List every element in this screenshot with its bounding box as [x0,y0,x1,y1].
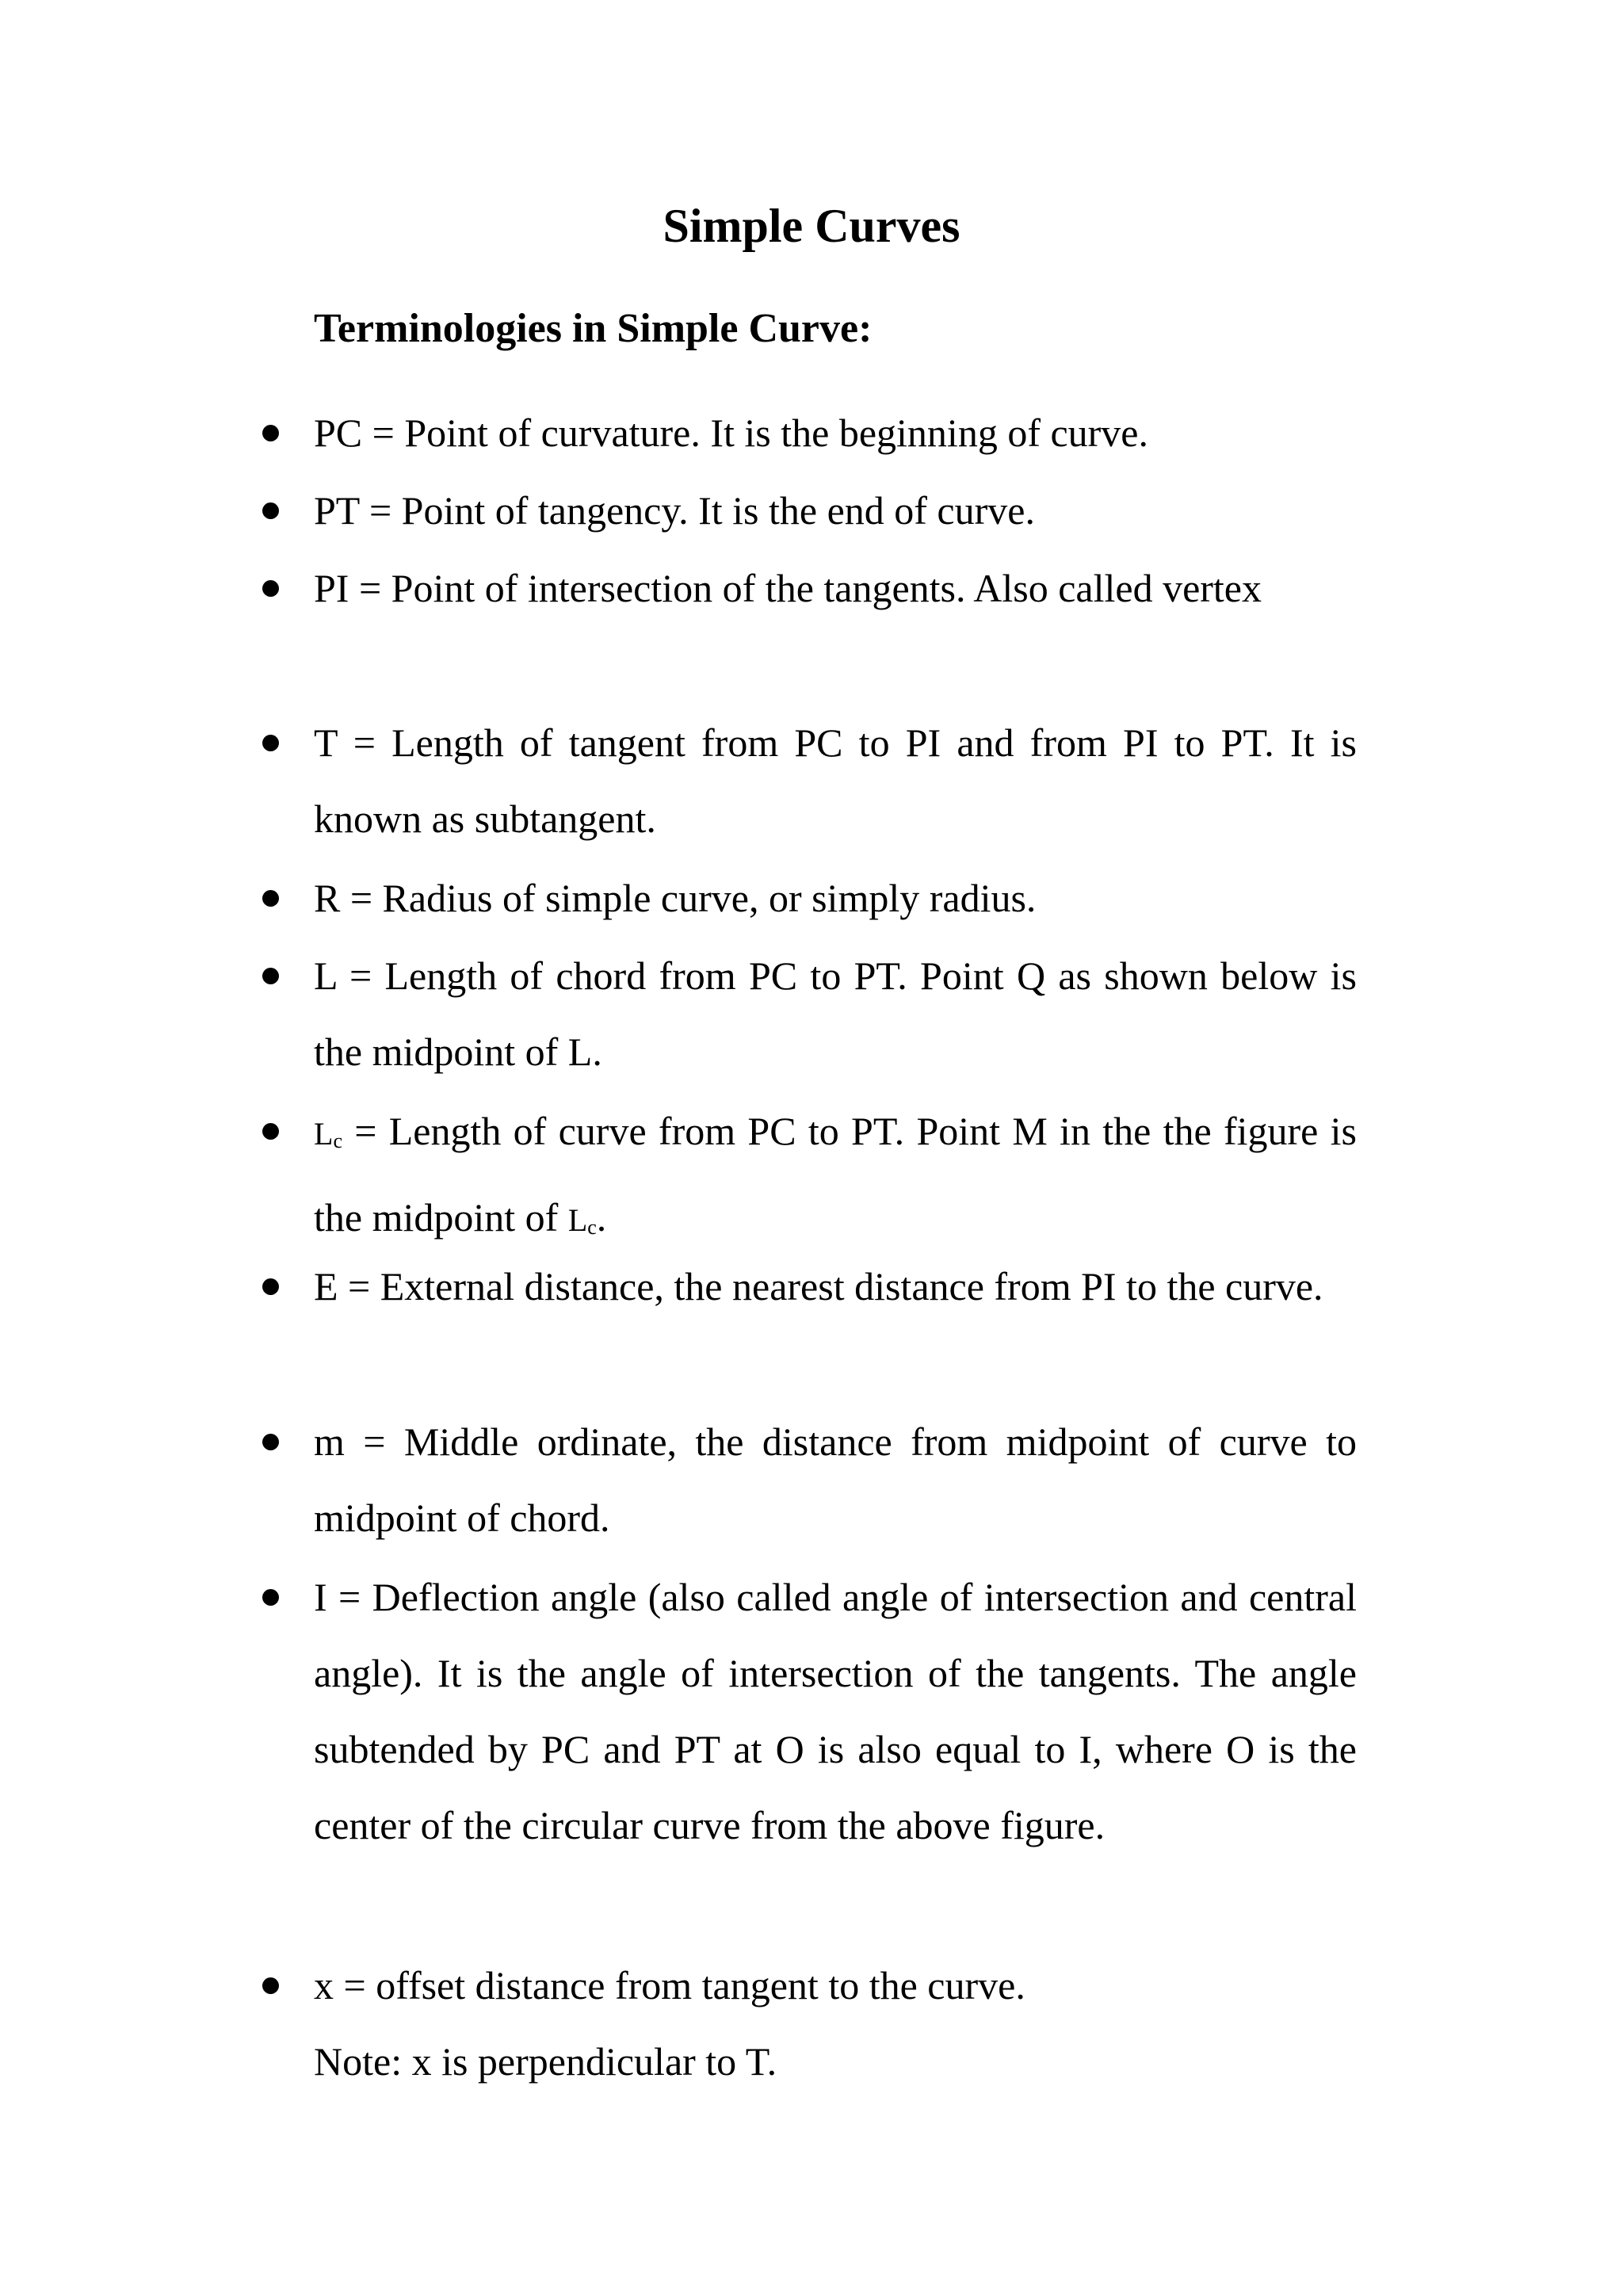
page-title: Simple Curves [663,200,960,252]
term-text: = Length of curve from PC to PT. Point M in the the figure is the midpoint of [314,1109,1357,1240]
term-text: PI = Point of intersection of the tangents. Also called vertex [314,566,1262,610]
term-pc [314,395,1357,471]
term-text: L = Length of chord from PC to PT. Point Q as shown below is the midpoint of L. [314,953,1357,1074]
term-text: PT = Point of tangency. It is the end of curve. [314,488,1035,533]
term-note: Note: x is perpendicular to T. [314,2039,777,2084]
term-t [314,705,1357,857]
term-e [314,1248,1357,1324]
term-text: PC = Point of curvature. It is the beginning of curve. [314,411,1149,455]
bullet-icon [262,890,279,907]
term-end-text: . [596,1195,607,1240]
term-lc [314,1093,1357,1266]
bullet-icon [262,1977,279,1994]
term-symbol: L [314,1116,334,1152]
bullet-icon [262,1434,279,1450]
bullet-icon [262,1278,279,1295]
term-end-symbol: L [567,1202,588,1238]
bullet-icon [262,968,279,984]
term-l [314,938,1357,1090]
term-text: R = Radius of simple curve, or simply radius. [314,876,1037,920]
term-text: E = External distance, the nearest distance from PI to the curve. [314,1264,1323,1308]
term-text: I = Deflection angle (also called angle of intersection and central angle). It is the angle of intersection of the tangents. The angle subtended by PC and PT at O is also equal to I, where O is the center of the circular curve from the above figure. [314,1575,1357,1847]
term-pt [314,472,1357,548]
term-text: x = offset distance from tangent to the curve. [314,1963,1025,2008]
bullet-icon [262,502,279,519]
term-text: m = Middle ordinate, the distance from midpoint of curve to midpoint of chord. [314,1419,1357,1540]
term-m [314,1404,1357,1556]
term-end-symbol-subscript: c [587,1216,597,1239]
bullet-icon [262,425,279,441]
bullet-icon [262,1589,279,1606]
bullet-icon [262,735,279,751]
term-pi [314,550,1357,626]
term-i [314,1559,1357,1863]
term-symbol-subscript: c [333,1129,342,1152]
term-r [314,860,1357,936]
term-x [314,1947,1357,2099]
term-text: T = Length of tangent from PC to PI and from PI to PT. It is known as subtangent. [314,720,1357,841]
section-heading: Terminologies in Simple Curve: [314,306,873,351]
bullet-icon [262,580,279,597]
bullet-icon [262,1123,279,1140]
